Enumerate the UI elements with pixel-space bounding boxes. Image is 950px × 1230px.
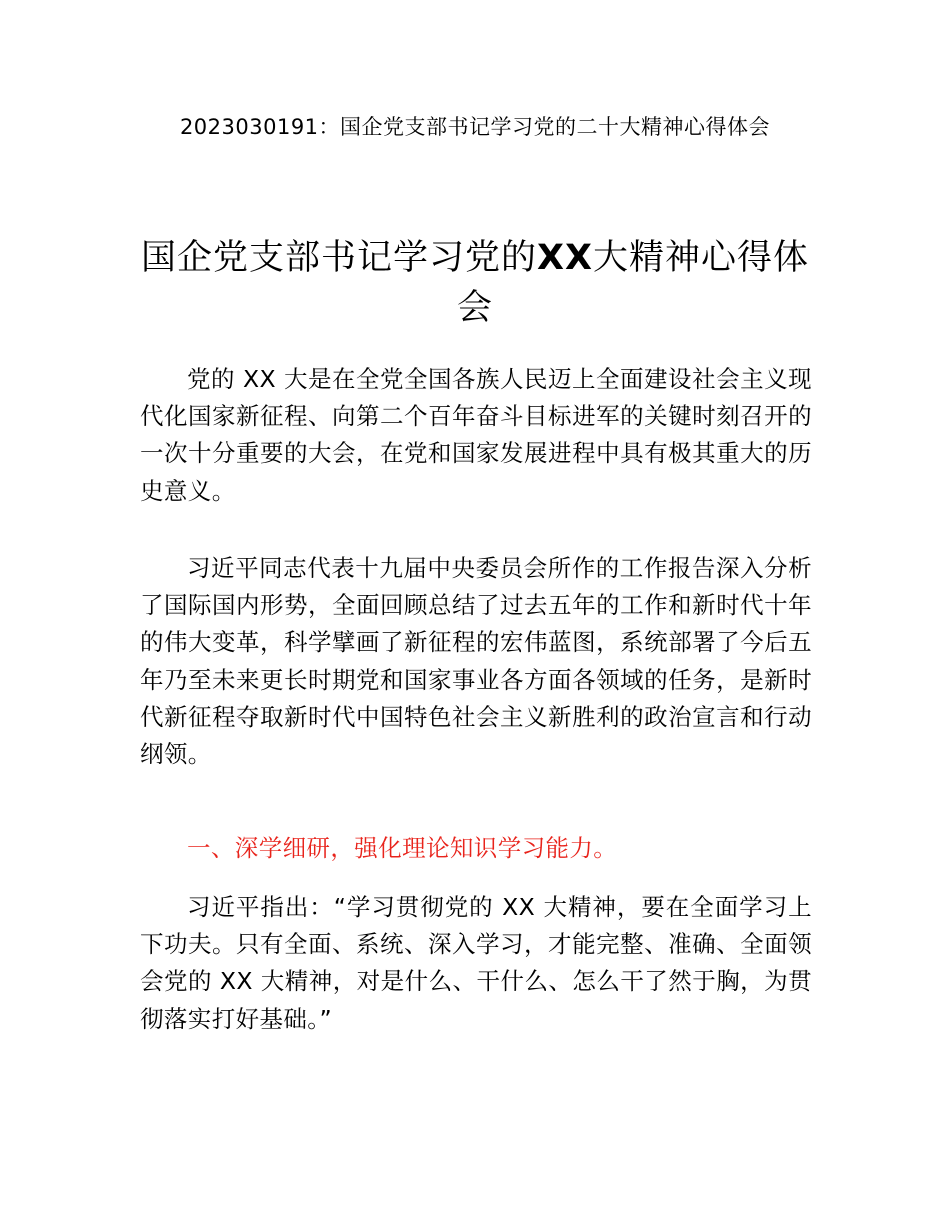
paragraph-intro: 党的 XX 大是在全党全国各族人民迈上全面建设社会主义现代化国家新征程、向第二个百年奋斗目标进军的关键时刻召开的一次十分重要的大会，在党和国家发展进程中具有极其重大的历史意义。 — [140, 365, 812, 505]
document-title — [140, 233, 810, 333]
paragraph-quote: 习近平指出：“学习贯彻党的 XX 大精神，要在全面学习上下功夫。只有全面、系统、深入学习，才能完整、准确、全面领会党的 XX 大精神，对是什么、干什么、怎么干了然于胸，为贯彻落实打好基础。” — [140, 893, 812, 1033]
title-part-1: 国企党支部书记学习党的 — [140, 238, 537, 278]
title-xx: XX — [537, 238, 593, 278]
section-heading-1: 一、深学细研，强化理论知识学习能力。 — [187, 834, 618, 862]
document-header: 2023030191：国企党支部书记学习党的二十大精神心得体会 — [179, 115, 771, 139]
title-part-2: 大精神心得体会 — [456, 238, 809, 328]
paragraph-report: 习近平同志代表十九届中央委员会所作的工作报告深入分析了国际国内形势，全面回顾总结了过去五年的工作和新时代十年的伟大变革，科学擘画了新征程的宏伟蓝图，系统部署了今后五年乃至未来更长时期党和国家事业各方面各领域的任务，是新时代新征程夺取新时代中国特色社会主义新胜利的政治宣言和行动纲领。 — [140, 554, 812, 769]
